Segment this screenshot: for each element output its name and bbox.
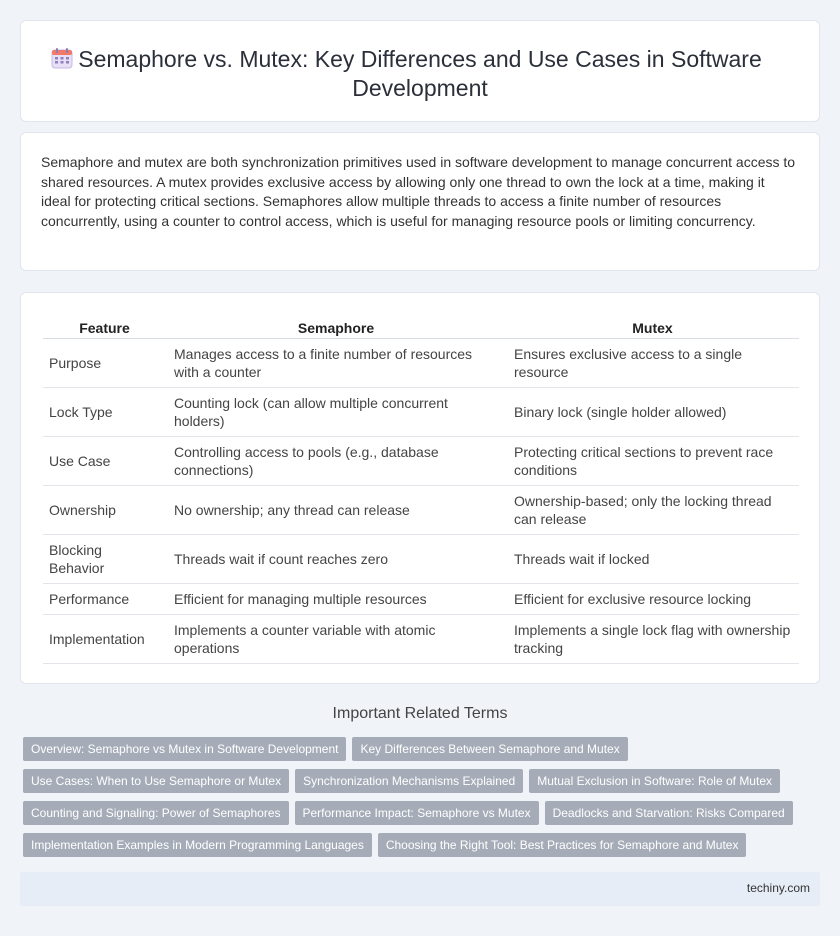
footer-site-link[interactable]: techiny.com: [746, 881, 810, 895]
tag-row: [23, 801, 813, 825]
table-cell-semaphore: Counting lock (can allow multiple concurrent holders): [166, 388, 506, 437]
page-title: Semaphore vs. Mutex: Key Differences and Use Cases in Software Development: [78, 46, 762, 101]
intro-card: [20, 132, 820, 271]
related-term-tag[interactable]: Counting and Signaling: Power of Semaphores: [23, 801, 289, 825]
table-cell-feature: Blocking Behavior: [43, 535, 166, 584]
table-row: [43, 486, 799, 535]
related-term-tag[interactable]: Overview: Semaphore vs Mutex in Software Development: [23, 737, 346, 761]
comparison-table-card: [20, 292, 820, 684]
table-row: [43, 339, 799, 388]
footer: [20, 872, 820, 906]
header-mutex: Mutex: [506, 317, 799, 339]
table-cell-mutex: Threads wait if locked: [506, 535, 799, 584]
table-cell-semaphore: Implements a counter variable with atomic operations: [166, 615, 506, 664]
table-cell-mutex: Efficient for exclusive resource locking: [506, 584, 799, 615]
header-feature: Feature: [43, 317, 166, 339]
table-cell-mutex: Implements a single lock flag with ownership tracking: [506, 615, 799, 664]
table-cell-feature: Use Case: [43, 437, 166, 486]
intro-paragraph: Semaphore and mutex are both synchronization primitives used in software development to manage concurrent access to shared resources. A mutex provides exclusive access by allowing only one thread to own the lock at a time, making it ideal for protecting critical sections. Semaphores allow multiple threads to access a finite number of resources concurrently, using a counter to control access, which is useful for managing resource pools or limiting concurrency.: [41, 154, 796, 229]
related-term-tag[interactable]: Synchronization Mechanisms Explained: [295, 769, 523, 793]
tag-row: [23, 833, 813, 857]
table-row: [43, 615, 799, 664]
table-cell-mutex: Ensures exclusive access to a single resource: [506, 339, 799, 388]
table-cell-feature: Purpose: [43, 339, 166, 388]
related-term-tag[interactable]: Implementation Examples in Modern Programming Languages: [23, 833, 372, 857]
table-cell-semaphore: Efficient for managing multiple resources: [166, 584, 506, 615]
table-cell-feature: Ownership: [43, 486, 166, 535]
table-cell-feature: Implementation: [43, 615, 166, 664]
table-cell-semaphore: No ownership; any thread can release: [166, 486, 506, 535]
comparison-table: [43, 317, 799, 664]
related-term-tag[interactable]: Deadlocks and Starvation: Risks Compared: [545, 801, 793, 825]
table-cell-semaphore: Threads wait if count reaches zero: [166, 535, 506, 584]
related-term-tag[interactable]: Performance Impact: Semaphore vs Mutex: [295, 801, 539, 825]
table-cell-mutex: Protecting critical sections to prevent race conditions: [506, 437, 799, 486]
table-row: [43, 437, 799, 486]
header-semaphore: Semaphore: [166, 317, 506, 339]
related-term-tag[interactable]: Mutual Exclusion in Software: Role of Mutex: [529, 769, 780, 793]
table-cell-feature: Lock Type: [43, 388, 166, 437]
table-row: [43, 388, 799, 437]
title-card: [20, 20, 820, 122]
table-row: [43, 535, 799, 584]
table-cell-semaphore: Controlling access to pools (e.g., database connections): [166, 437, 506, 486]
table-cell-semaphore: Manages access to a finite number of resources with a counter: [166, 339, 506, 388]
related-term-tag[interactable]: Choosing the Right Tool: Best Practices for Semaphore and Mutex: [378, 833, 747, 857]
related-term-tag[interactable]: Key Differences Between Semaphore and Mutex: [352, 737, 627, 761]
table-cell-mutex: Ownership-based; only the locking thread can release: [506, 486, 799, 535]
tag-row: [23, 769, 813, 793]
related-terms-tags: [23, 737, 813, 865]
related-term-tag[interactable]: Use Cases: When to Use Semaphore or Mutex: [23, 769, 289, 793]
table-header-row: [43, 317, 799, 339]
table-row: [43, 584, 799, 615]
related-terms-title: Important Related Terms: [332, 705, 508, 722]
table-cell-mutex: Binary lock (single holder allowed): [506, 388, 799, 437]
table-cell-feature: Performance: [43, 584, 166, 615]
tag-row: [23, 737, 813, 761]
